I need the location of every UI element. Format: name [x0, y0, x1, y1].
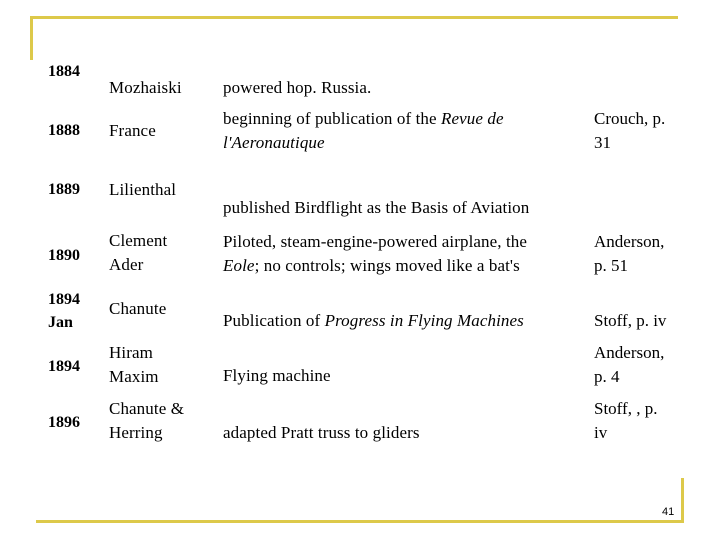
row-1889-year: 1889: [48, 181, 80, 198]
row-1894-source-line-1: Anderson,: [594, 343, 665, 362]
row-1894-person-line-1: Hiram: [109, 343, 153, 362]
row-1894-source: [594, 341, 664, 389]
row-1894-jan-event-book-title: Progress in Flying Machines: [324, 311, 524, 330]
row-1884-person: Mozhaiski: [109, 78, 182, 97]
page-number: 41: [662, 506, 675, 518]
row-1888-year: 1888: [48, 122, 80, 139]
row-1890-source: [594, 230, 664, 278]
row-1890-event-line-2: ; no controls; wings moved like a bat's: [254, 256, 520, 275]
row-1888-source-line-1: Crouch, p.: [594, 109, 666, 128]
row-1884-event: powered hop. Russia.: [223, 78, 372, 97]
row-1896-source-line-2: iv: [594, 423, 608, 442]
row-1894-jan-year-line-2: Jan: [48, 314, 73, 331]
row-1884-year: 1884: [48, 63, 80, 80]
frame-top-line: [30, 16, 678, 19]
frame-right-line: [681, 478, 684, 523]
row-1890-source-line-2: p. 51: [594, 256, 628, 275]
row-1890-year: 1890: [48, 247, 80, 264]
row-1889-event: published Birdflight as the Basis of Aviation: [223, 198, 530, 217]
row-1888-person: France: [109, 121, 156, 140]
row-1888-event-journal: Revue de: [441, 109, 504, 128]
row-1890-event-airplane-name: Eole: [223, 256, 255, 275]
row-1894-jan-person: Chanute: [109, 299, 167, 318]
row-1896-year: 1896: [48, 414, 80, 431]
row-1894-year: 1894: [48, 358, 80, 375]
row-1888-source: [594, 107, 665, 155]
row-1896-event: adapted Pratt truss to gliders: [223, 423, 420, 442]
row-1890-event: [223, 230, 527, 278]
row-1888-event-text: beginning of publication of the: [223, 109, 442, 128]
row-1896-source: [594, 397, 657, 445]
row-1894-jan-year-line-1: 1894: [48, 291, 80, 308]
row-1894-source-line-2: p. 4: [594, 367, 620, 386]
row-1890-event-line-1: Piloted, steam-engine-powered airplane, the: [223, 232, 528, 251]
row-1896-source-line-1: Stoff, , p.: [594, 399, 658, 418]
row-1890-person-line-2: Ader: [109, 255, 144, 274]
row-1896-person-line-1: Chanute &: [109, 399, 185, 418]
frame-left-line: [30, 16, 33, 60]
row-1889-person: Lilienthal: [109, 180, 177, 199]
row-1890-source-line-1: Anderson,: [594, 232, 665, 251]
row-1888-source-line-2: 31: [594, 133, 611, 152]
row-1890-person: [109, 229, 167, 277]
row-1888-event: [223, 107, 504, 155]
row-1894-jan-year: [48, 288, 80, 334]
row-1888-event-journal-cont: l'Aeronautique: [223, 133, 325, 152]
row-1896-person: [109, 397, 184, 445]
frame-bottom-line: [36, 520, 684, 523]
row-1894-jan-event: [223, 309, 524, 333]
row-1894-event: Flying machine: [223, 366, 331, 385]
row-1894-jan-source: Stoff, p. iv: [594, 311, 667, 330]
row-1894-jan-event-text: Publication of: [223, 311, 325, 330]
row-1894-person-line-2: Maxim: [109, 367, 159, 386]
row-1896-person-line-2: Herring: [109, 423, 163, 442]
row-1894-person: [109, 341, 159, 389]
row-1890-person-line-1: Clement: [109, 231, 168, 250]
